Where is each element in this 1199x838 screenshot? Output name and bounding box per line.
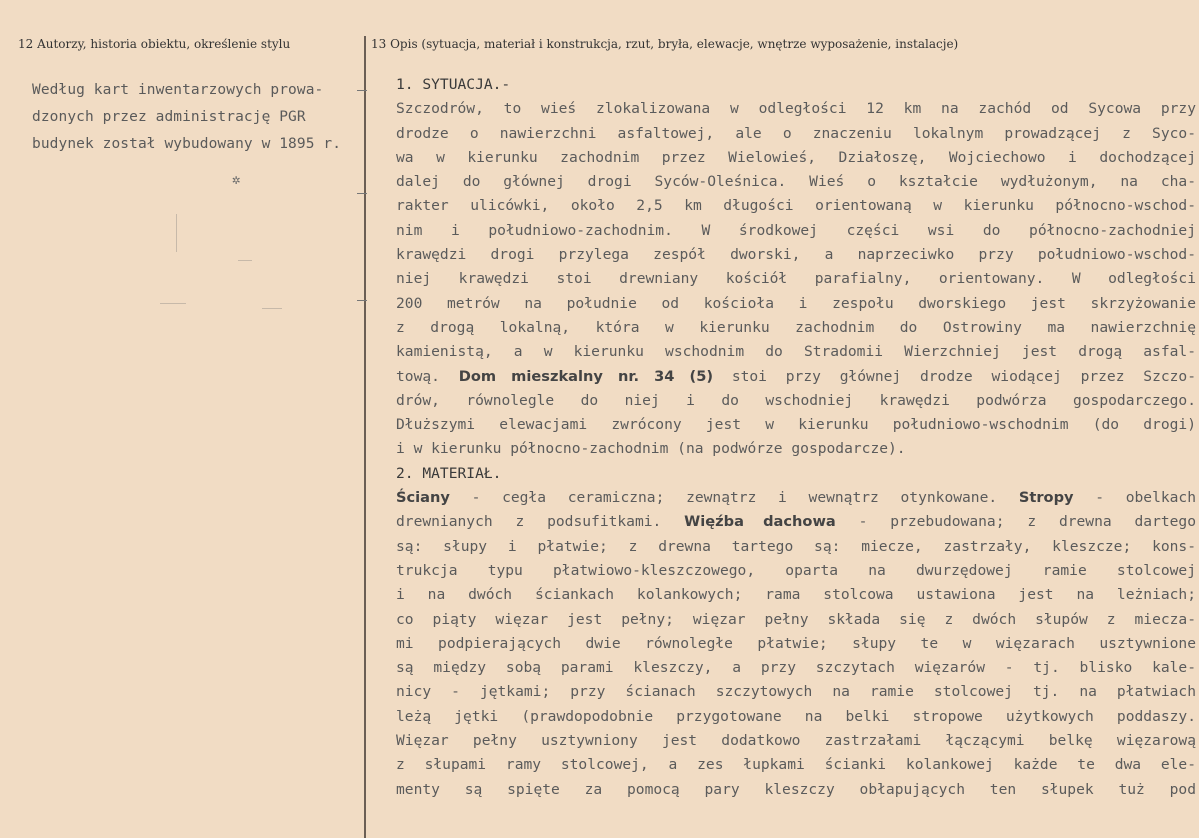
smudge-mark (238, 260, 252, 261)
margin-tick (357, 300, 367, 301)
margin-tick (357, 193, 367, 194)
text-line: z słupami ramy stolcowej, a zes łupkami ścianki kolankowej każde te dwa ele- (396, 756, 1196, 774)
text-line: leżą jętki (prawdopodobnie przygotowane na belki stropowe użytkowych poddaszy. (396, 707, 1196, 725)
left-line: dzonych przez administrację PGR (32, 109, 306, 125)
text-line: kamienistą, a w kierunku wschodnim do Stradomii Wierzchniej jest drogą asfal- (396, 343, 1196, 361)
text-line: i w kierunku północno-zachodnim (na podwórze gospodarcze). (396, 440, 906, 458)
description-text (396, 73, 1196, 802)
text-line: są między sobą parami kleszczy, a przy szczytach więzarów - tj. blisko kale- (396, 659, 1196, 677)
term-ceilings: Stropy (1018, 489, 1074, 507)
text-line: co piąty więzar jest pełny; więzar pełny składa się z dwóch słupów z miecza- (396, 610, 1196, 628)
text-span: - cegła ceramiczna; zewnątrz i wewnątrz otynkowane. (449, 489, 1019, 507)
text-line: wa w kierunku zachodnim przez Wielowieś, Działoszę, Wojciechowo i dochodzącej (396, 148, 1196, 166)
section-heading: 1. SYTUACJA.- (396, 76, 511, 93)
text-line (396, 365, 1196, 389)
text-line (396, 486, 1196, 510)
text-line: są: słupy i płatwie; z drewna tartego są: miecze, zastrzały, kleszcze; kons- (396, 537, 1196, 555)
term-walls: Ściany (396, 489, 450, 507)
smudge-mark: ✲ (232, 172, 241, 188)
text-span: - obelkach (1073, 489, 1196, 507)
text-line: z drogą lokalną, która w kierunku zachodnim do Ostrowiny ma nawierzchnię (396, 318, 1196, 336)
text-line: mi podpierających dwie równoległe płatwie; słupy te w więzarach usztywnione (396, 634, 1196, 652)
margin-tick (357, 90, 367, 91)
text-line: nim i południowo-zachodnim. W środkowej części wsi do północno-zachodniej (396, 221, 1196, 239)
section-heading: 2. MATERIAŁ. (396, 464, 502, 482)
field-12-header: 12 Autorzy, historia obiektu, określenie stylu (18, 37, 291, 51)
text-line: drodze o nawierzchni asfaltowej, ale o znaczeniu lokalnym prowadzącej z Syco- (396, 124, 1196, 142)
text-span: tową. (396, 367, 459, 385)
text-line: Więzar pełny usztywniony jest dodatkowo zastrzałami łączącymi belkę więzarową (396, 732, 1196, 750)
text-span: stoi przy głównej drodze wiodącej przez Szczo- (713, 367, 1197, 385)
text-line: dalej do głównej drogi Syców-Oleśnica. Wieś o kształcie wydłużonym, na cha- (396, 173, 1196, 191)
text-line: Dłuższymi elewacjami zwrócony jest w kierunku południowo-wschodnim (do drogi) (396, 416, 1196, 434)
text-line: 200 metrów na południe od kościoła i zespołu dworskiego jest skrzyżowanie (396, 294, 1196, 312)
text-line: krawędzi drogi przylega zespół dworski, a naprzeciwko przy południowo-wschod- (396, 246, 1196, 264)
text-line: drów, równolegle do niej i do wschodniej krawędzi podwórza gospodarczego. (396, 391, 1196, 409)
left-line: budynek został wybudowany w 1895 r. (32, 136, 342, 152)
text-span: drewnianych z podsufitkami. (396, 513, 685, 531)
column-divider (364, 36, 366, 838)
left-line: Według kart inwentarzowych prowa- (32, 82, 324, 98)
text-line: menty są spięte za pomocą pary kleszczy obłapujących ten słupek tuż pod (396, 780, 1196, 798)
text-span: - przebudowana; z drewna dartego (835, 513, 1197, 531)
smudge-mark (176, 214, 177, 252)
text-line: i na dwóch ściankach kolankowych; rama stolcowa ustawiona jest na leżniach; (396, 586, 1196, 604)
text-line (396, 510, 1196, 534)
building-name: Dom mieszkalny nr. 34 (5) (458, 367, 714, 385)
term-roof-truss: Więźba dachowa (684, 513, 836, 531)
smudge-mark (262, 308, 282, 309)
authors-history-text (32, 77, 362, 158)
text-line: trukcja typu płatwiowo-kleszczowego, oparta na dwurzędowej ramie stolcowej (396, 561, 1196, 579)
smudge-mark (160, 303, 186, 304)
text-line: Szczodrów, to wieś zlokalizowana w odległości 12 km na zachód od Sycowa przy (396, 100, 1196, 118)
field-13-header: 13 Opis (sytuacja, materiał i konstrukcja, rzut, bryła, elewacje, wnętrze wyposażenie, instalacje) (371, 37, 959, 51)
text-line: nicy - jętkami; przy ścianach szczytowych na ramie stolcowej tj. na płatwiach (396, 683, 1196, 701)
text-line: niej krawędzi stoi drewniany kościół parafialny, orientowany. W odległości (396, 270, 1196, 288)
text-line: rakter ulicówki, około 2,5 km długości orientowaną w kierunku północno-wschod- (396, 197, 1196, 215)
